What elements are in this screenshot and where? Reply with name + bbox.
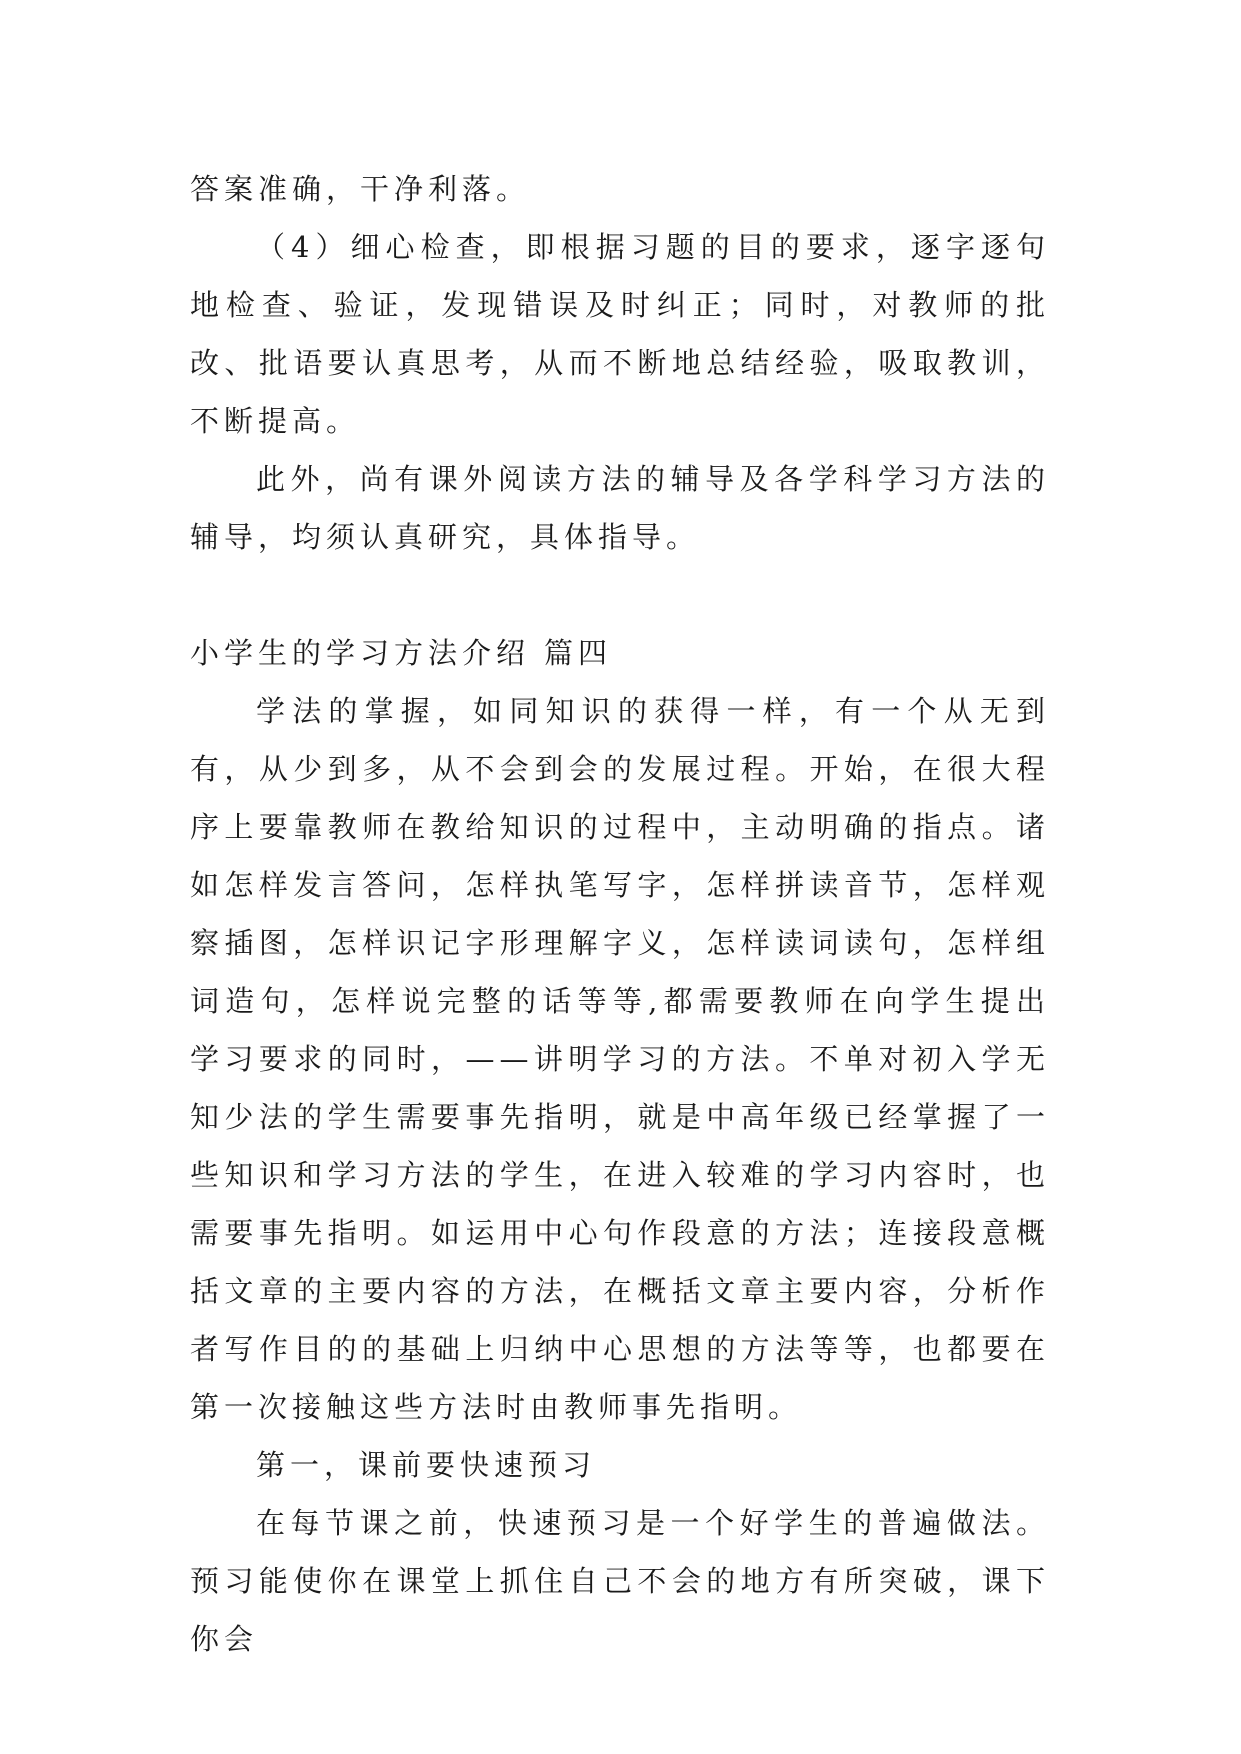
paragraph-extracurricular-reading: 此外，尚有课外阅读方法的辅导及各学科学习方法的辅导，均须认真研究，具体指导。: [190, 462, 1050, 554]
section-heading: [190, 624, 1050, 682]
paragraph-first-preview: 第一，课前要快速预习: [256, 1448, 597, 1482]
document-body: [190, 160, 1050, 1668]
section-heading-title: 小学生的学习方法介绍: [190, 636, 531, 670]
paragraph-learning-method-mastery: 学法的掌握，如同知识的获得一样，有一个从无到有，从少到多，从不会到会的发展过程。开始，在很大程序上要靠教师在教给知识的过程中，主动明确的指点。诸如怎样发言答问，怎样执笔写字，怎样拼读音节，怎样观察插图，怎样识记字形理解字义，怎样读词读句，怎样组词造句，怎样说完整的话等等,都需要教师在向学生提出学习要求的同时，——讲明学习的方法。不单对初入学无知少法的学生需要事先指明，就是中高年级已经掌握了一些知识和学习方法的学生，在进入较难的学习内容时，也需要事先指明。如运用中心句作段意的方法；连接段意概括文章的主要内容的方法，在概括文章主要内容，分析作者写作目的的基础上归纳中心思想的方法等等，也都要在第一次接触这些方法时由教师事先指明。: [190, 694, 1050, 1424]
paragraph-preview-detail: 在每节课之前，快速预习是一个好学生的普遍做法。预习能使你在课堂上抓住自己不会的地方有所突破，课下你会: [190, 1506, 1050, 1656]
blank-line: [190, 566, 1050, 624]
paragraph-careful-check: （4）细心检查，即根据习题的目的要求，逐字逐句地检查、验证，发现错误及时纠正；同时，对教师的批改、批语要认真思考，从而不断地总结经验，吸取教训，不断提高。: [190, 230, 1050, 438]
paragraph-answer-accurate: 答案准确，干净利落。: [190, 172, 531, 206]
section-heading-suffix: 篇四: [544, 636, 613, 670]
